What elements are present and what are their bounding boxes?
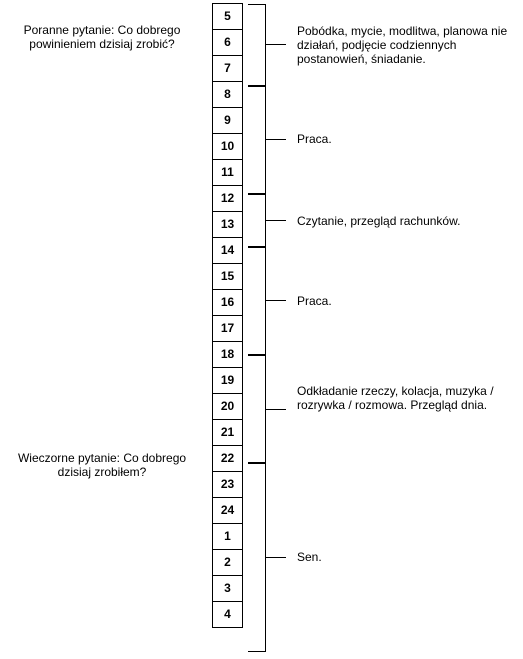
hour-cell: 15: [212, 263, 243, 289]
activity-work-1: Praca.: [297, 132, 332, 146]
activity-evening: Odkładanie rzeczy, kolacja, muzyka / rozrywka / rozmowa. Przegląd dnia.: [297, 384, 494, 412]
activity-morning: Pobódka, mycie, modlitwa, planowa nie działań, podjęcie codziennych postanowień, śniadanie.: [297, 24, 508, 66]
hour-cell: 6: [212, 29, 243, 55]
bracket-tick: [266, 409, 286, 410]
hour-cell: 24: [212, 497, 243, 523]
schedule-bracket-work-2: [248, 247, 266, 355]
hour-cell: 4: [212, 601, 243, 628]
hour-cell: 14: [212, 237, 243, 263]
hour-cell: 20: [212, 393, 243, 419]
activity-work-2: Praca.: [297, 294, 332, 308]
bracket-tick: [266, 139, 286, 140]
schedule-bracket-evening: [248, 355, 266, 463]
hour-cell: 19: [212, 367, 243, 393]
bracket-tick: [266, 44, 286, 45]
hour-cell: 3: [212, 575, 243, 601]
hour-cell: 23: [212, 471, 243, 497]
hour-cell: 13: [212, 211, 243, 237]
hour-cell: 2: [212, 549, 243, 575]
hour-cell: 18: [212, 341, 243, 367]
hour-cell: 11: [212, 159, 243, 185]
activity-reading: Czytanie, przegląd rachunków.: [297, 214, 461, 228]
hour-cell: 17: [212, 315, 243, 341]
hour-column: [212, 3, 243, 628]
hour-cell: 1: [212, 523, 243, 549]
morning-question: Poranne pytanie: Co dobrego powinieniem dzisiaj zrobić?: [23, 23, 181, 51]
bracket-tick: [266, 300, 286, 301]
hour-cell: 22: [212, 445, 243, 471]
hour-cell: 9: [212, 107, 243, 133]
hour-cell: 7: [212, 55, 243, 81]
schedule-bracket-morning: [248, 4, 266, 86]
schedule-bracket-work-1: [248, 86, 266, 194]
hour-cell: 16: [212, 289, 243, 315]
hour-cell: 5: [212, 3, 243, 29]
schedule-bracket-sleep: [248, 463, 266, 652]
evening-question: Wieczorne pytanie: Co dobrego dzisiaj zrobiłem?: [17, 451, 187, 479]
schedule-bracket-reading: [248, 194, 266, 247]
bracket-tick: [266, 557, 286, 558]
activity-sleep: Sen.: [297, 550, 322, 564]
hour-cell: 10: [212, 133, 243, 159]
hour-cell: 12: [212, 185, 243, 211]
hour-cell: 8: [212, 81, 243, 107]
hour-cell: 21: [212, 419, 243, 445]
bracket-tick: [266, 220, 286, 221]
